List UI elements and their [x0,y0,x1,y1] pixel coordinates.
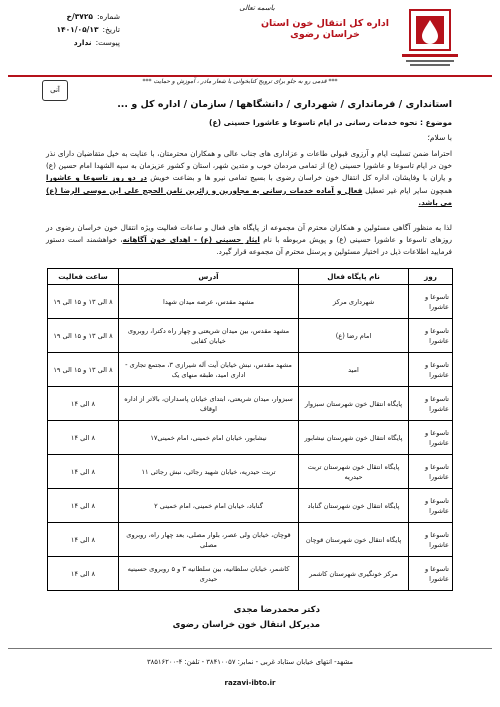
table-row [48,387,453,421]
paragraph-2-campaign-name: ایثار حسینی (ع) - اهدای خون آگاهانه [122,235,260,245]
cell-address: قوچان، خیابان ولی عصر، بلوار مصلی، بعد چهار راه، روبروی مصلی [119,523,299,557]
header-base: نام پایگاه فعال [299,269,409,285]
header-address: آدرس [119,269,299,285]
subject-line: موضوع : نحوه خدمات رسانی در ایام تاسوعا و عاشورا حسینی (ع) [209,118,452,127]
cell-day: تاسوعا و عاشورا [409,421,453,455]
cell-base: پایگاه انتقال خون شهرستان قوچان [299,523,409,557]
active-bases-table [47,268,453,591]
cell-day: تاسوعا و عاشورا [409,285,453,319]
paragraph-1-text-a: احتراما ضمن تسلیت ایام و آرزوی قبولی طاعات و عزاداری های جناب عالی و همکاران محترمتان، با عنایت به خیل متقاضیان دارای نذر خون در ایام تاسوعا و عاشورا حسینی (ع) از تمامی مردمان خوب و متدین شهر، استان و کشور عزیزمان به سپه الشهدا امام حسین (ع) و یاران با وفایشان، اداره کل انتقال خون خراسان رضوی با بسیج تمامی نیرو ها و بضاعت خویش [46,149,452,183]
table-row [48,523,453,557]
cell-address: تربت حیدریه، خیابان شهید رجائی، نبش رجائی ۱۱ [119,455,299,489]
motto-line: *** قدمی رو به جلو برای ترویج کتابخوانی با شعار مادر ، آموزش و حمایت *** [142,78,338,85]
cell-address: مشهد مقدس، نبش خیابان آیت آله شیرازی ۳، مجتمع تجاری - اداری امید، طبقه منهای یک [119,353,299,387]
letter-meta [10,10,120,49]
paragraph-2-text-a: لذا به منظور آگاهی مسئولین و همکاران محترم آن مجموعه از پایگاه های فعال و ساعات فعالیت ویژه انتقال خون خراسان رضوی در روزهای تاسوعا و عاشورا حسینی (ع) و پویش مربوطه با نام [46,223,452,245]
paragraph-1-text-c: همچون سایر ایام غیر تعطیل [362,185,452,195]
cell-base: امام رضا (ع) [299,319,409,353]
meta-date-row [10,23,120,36]
attachment-label: پیوست: [95,38,120,47]
cell-base: پایگاه انتقال خون شهرستان تربت حیدریه [299,455,409,489]
cell-base: شهرداری مرکز [299,285,409,319]
header-day: روز [409,269,453,285]
attachment-value: ندارد [73,38,92,47]
cell-day: تاسوعا و عاشورا [409,523,453,557]
table-row [48,421,453,455]
cell-hours: ۸ الی ۱۳ و ۱۵ الی ۱۹ [48,285,119,319]
greeting: با سلام؛ [427,133,452,142]
cell-hours: ۸ الی ۱۳ و ۱۵ الی ۱۹ [48,353,119,387]
cell-address: کاشمر، خیابان سلطانیه، بین سلطانیه ۳ و ۵ روبروی حسینیه حیدری [119,557,299,591]
table-row [48,489,453,523]
meta-attachment-row [10,36,120,49]
cell-base: امید [299,353,409,387]
cell-hours: ۸ الی ۱۴ [48,489,119,523]
cell-day: تاسوعا و عاشورا [409,557,453,591]
header-hours: ساعت فعالیت [48,269,119,285]
paragraph-1 [46,148,452,209]
signatory-title: مدیرکل انتقال خون خراسان رضوی [172,620,320,630]
paragraph-2 [46,222,452,259]
table-header-row [48,269,453,285]
cell-address: مشهد مقدس، عرصه میدان شهدا [119,285,299,319]
date-label: تاریخ: [102,25,120,34]
bismillah: باسمه تعالی [239,4,275,12]
paragraph-1-emphasis-service: فعال و آماده خدمات رسانی به مجاورین و زائرین ثامن الحجج علی ابن موسی الرضا (ع) می باشد. [46,185,452,207]
cell-day: تاسوعا و عاشورا [409,319,453,353]
paragraph-1-emphasis-days: در دو روز تاسوعا و عاشورا [46,173,147,183]
cell-address: گناباد، خیابان امام خمینی، امام خمینی ۲ [119,489,299,523]
signatory-name: دکتر محمدرضا مجدی [233,605,320,615]
number-label: شماره: [97,12,120,21]
date-value: ۱۴۰۱/۰۵/۱۳ [56,25,99,34]
cell-day: تاسوعا و عاشورا [409,489,453,523]
cell-day: تاسوعا و عاشورا [409,353,453,387]
cell-hours: ۸ الی ۱۴ [48,421,119,455]
cell-day: تاسوعا و عاشورا [409,387,453,421]
meta-number-row [10,10,120,23]
table-row [48,319,453,353]
cell-base: پایگاه انتقال خون شهرستان گناباد [299,489,409,523]
table-row [48,557,453,591]
cell-base: پایگاه انتقال خون شهرستان سبزوار [299,387,409,421]
cell-hours: ۸ الی ۱۴ [48,557,119,591]
cell-address: نیشابور، خیابان امام خمینی، امام خمینی۱۷ [119,421,299,455]
cell-hours: ۸ الی ۱۴ [48,387,119,421]
signature-block [150,603,320,633]
paragraph-2-text-c: ، خواهشمند است دستور فرمایید اطلاعات ذیل در اختیار مسئولین و پرسنل محترم آن مجموعه قرار گیرد. [46,235,452,257]
cell-hours: ۸ الی ۱۴ [48,523,119,557]
cell-hours: ۸ الی ۱۳ و ۱۵ الی ۱۹ [48,319,119,353]
organization-title: اداره کل انتقال خون استان خراسان رضوی [260,18,390,40]
cell-address: مشهد مقدس، بین میدان شریعتی و چهار راه دکترا، روبروی خیابان کفایی [119,319,299,353]
blood-transfusion-logo [396,6,464,70]
cell-hours: ۸ الی ۱۴ [48,455,119,489]
number-value: ۳۷۲۵/خ [66,12,94,21]
cell-base: مرکز خونگیری شهرستان کاشمر [299,557,409,591]
cell-base: پایگاه انتقال خون شهرستان نیشابور [299,421,409,455]
table-row [48,353,453,387]
table-row [48,285,453,319]
urgency-stamp: آنی [42,80,68,101]
footer-website[interactable]: razavi-ibto.ir [224,679,276,687]
cell-day: تاسوعا و عاشورا [409,455,453,489]
table-row [48,455,453,489]
footer-divider [8,648,492,649]
addressee: استانداری / فرمانداری / شهرداری / دانشگاهها / سازمان / اداره کل و ... [117,99,452,110]
cell-address: سبزوار، میدان شریعتی، ابتدای خیابان پاسداران، بالاتر از اداره اوقاف [119,387,299,421]
header-divider [8,75,492,77]
footer-address: مشهد- انتهای خیابان ستاباد غربی - نمابر: ۳۸۴۱۰۰۵۷ - تلفن: ۴-۳۸۵۱۶۲۰۰ [146,658,354,666]
